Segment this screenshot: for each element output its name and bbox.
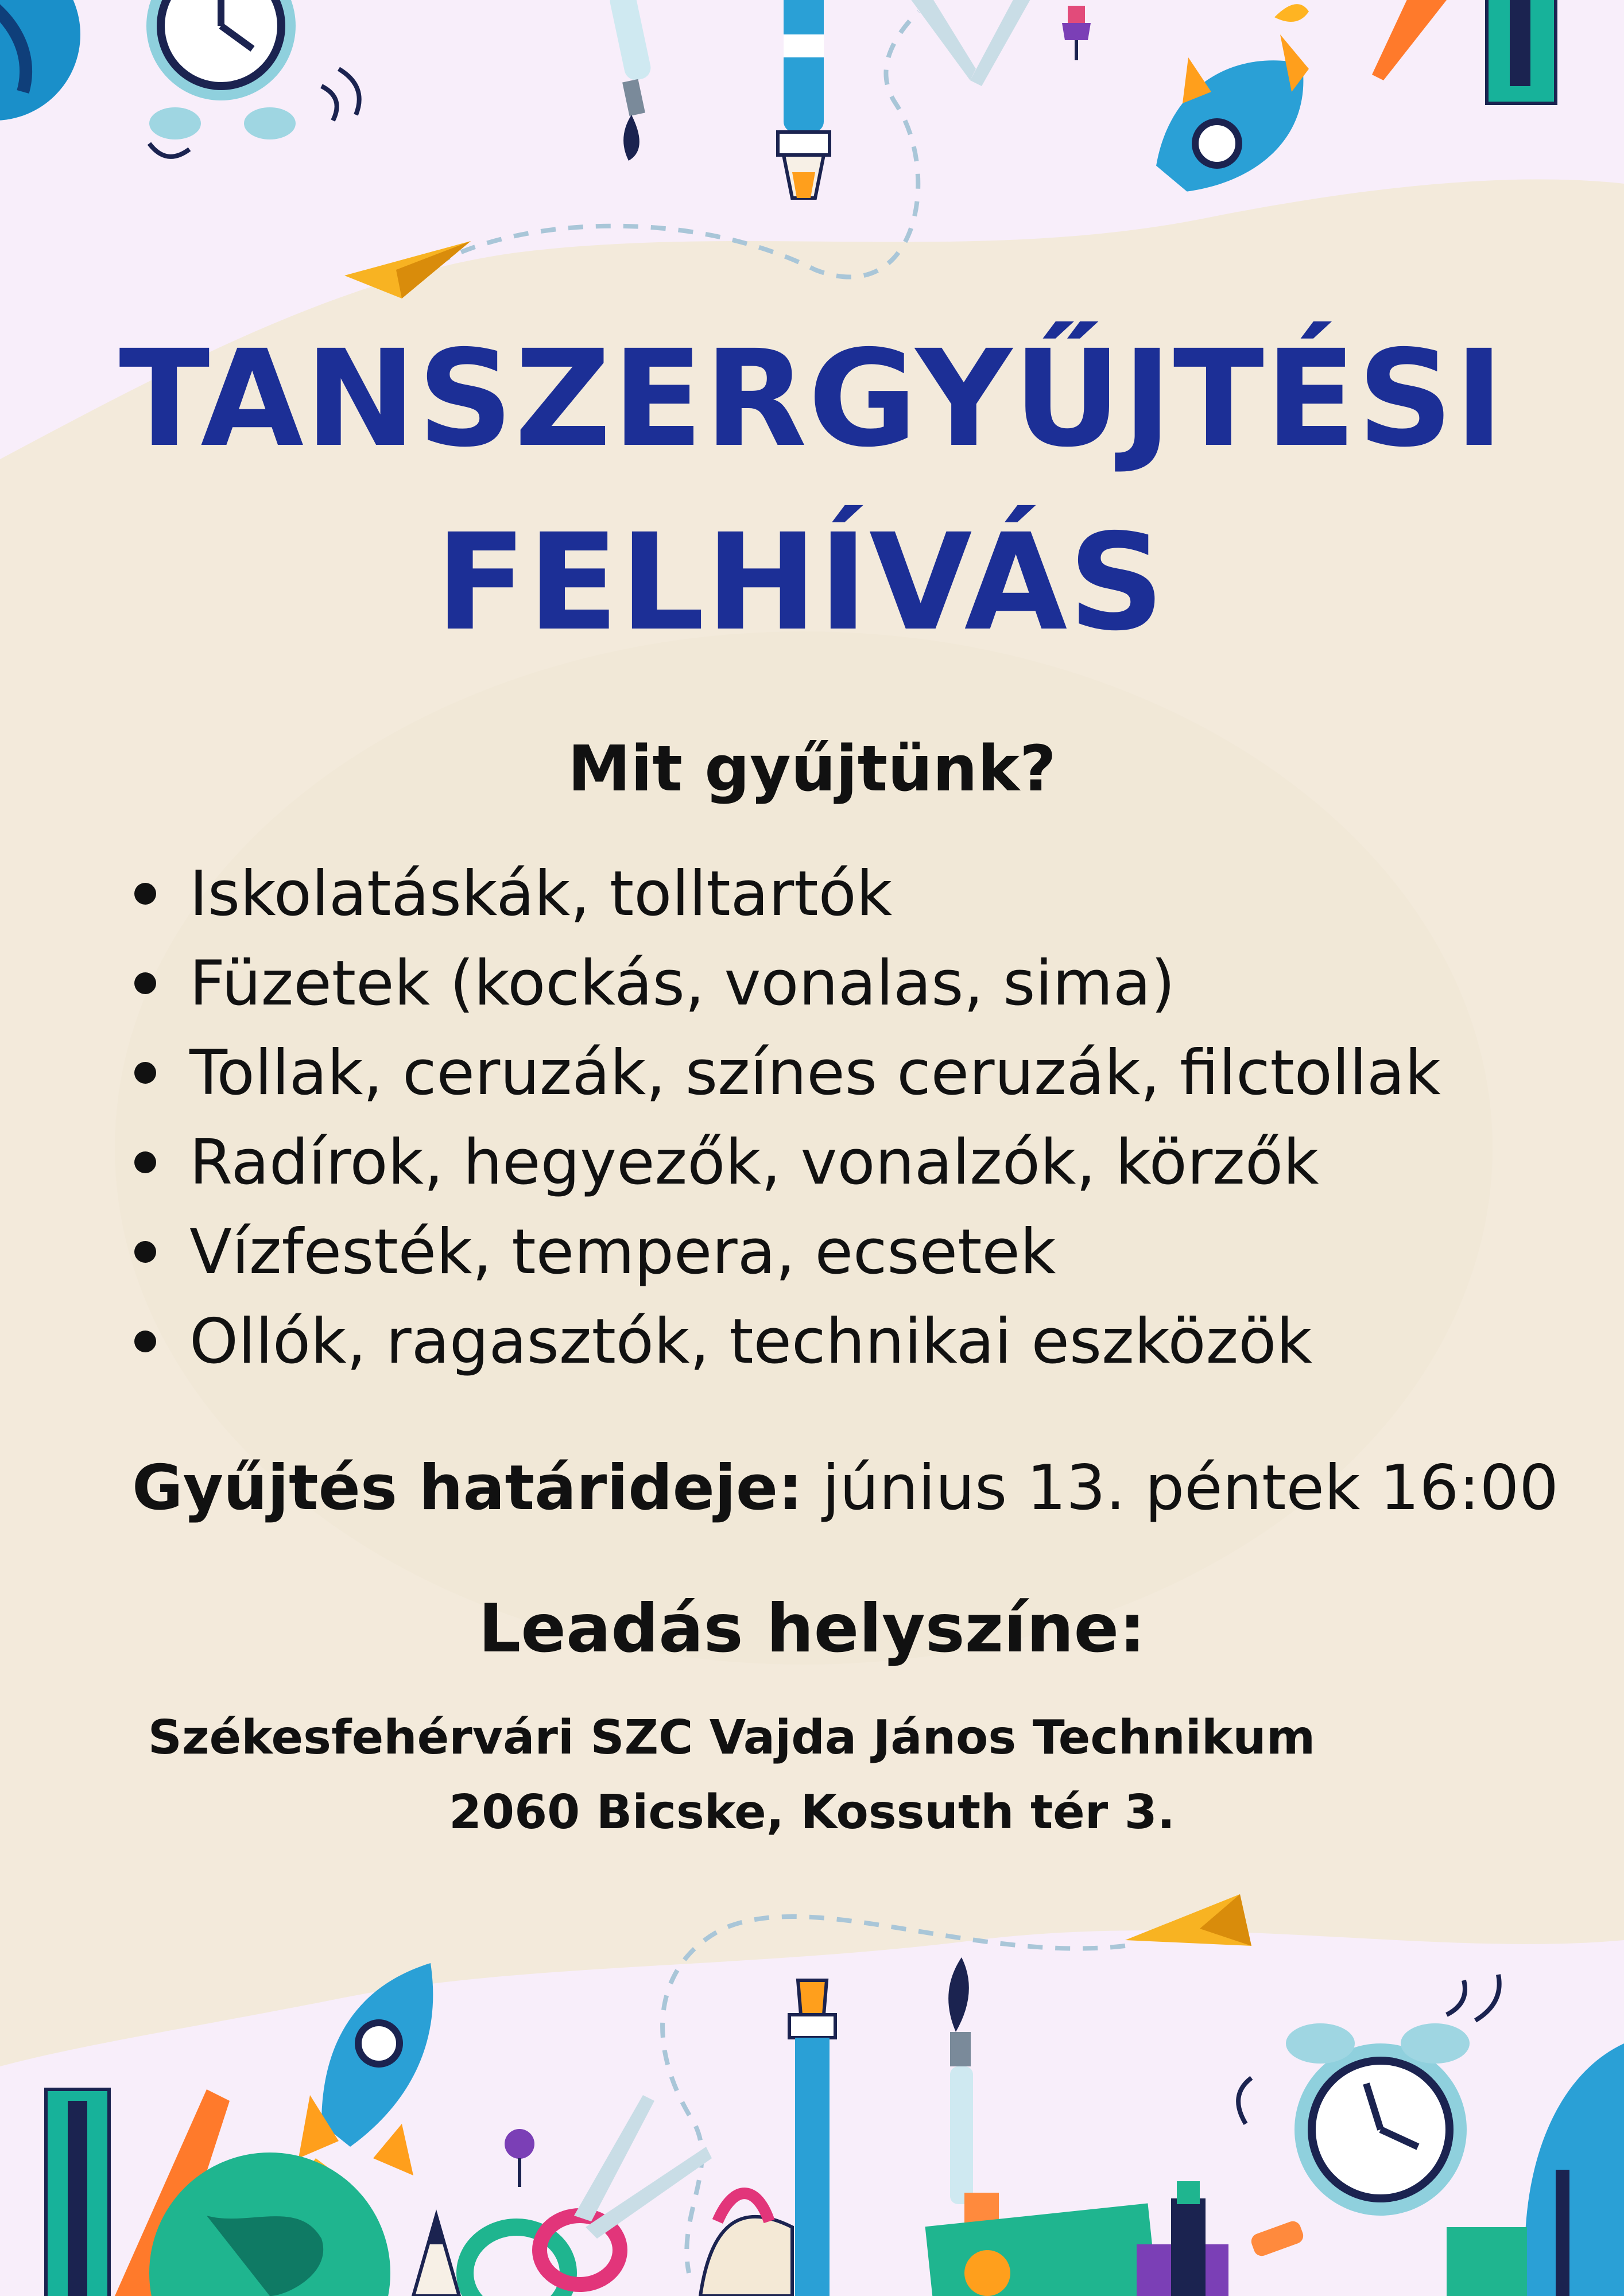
list-item: Vízfesték, tempera, ecsetek [132,1208,1441,1297]
deadline-value: június 13. péntek 16:00 [803,1452,1559,1524]
list-item: Radírok, hegyezők, vonalzók, körzők [132,1118,1441,1208]
list-item: Füzetek (kockás, vonalas, sima) [132,939,1441,1029]
location-name: Székesfehérvári SZC Vajda János Technikum [148,1711,1316,1765]
list-item: Ollók, ragasztók, technikai eszközök [132,1297,1441,1387]
location-address: 2060 Bicske, Kossuth tér 3. [449,1785,1175,1840]
list-item: Iskolatáskák, tolltartók [132,850,1441,939]
poster-title-line-2: FELHÍVÁS [435,505,1166,660]
list-item: Tollak, ceruzák, színes ceruzák, filctollak [132,1029,1441,1118]
poster-title-line-1: TANSZERGYŰJTÉSI [119,321,1505,476]
collection-heading: Mit gyűjtünk? [568,732,1056,805]
location-heading: Leadás helyszíne: [478,1590,1146,1667]
collected-items-list [132,850,1441,1387]
deadline-label: Gyűjtés határideje: [132,1452,803,1524]
deadline-line [132,1452,1559,1524]
